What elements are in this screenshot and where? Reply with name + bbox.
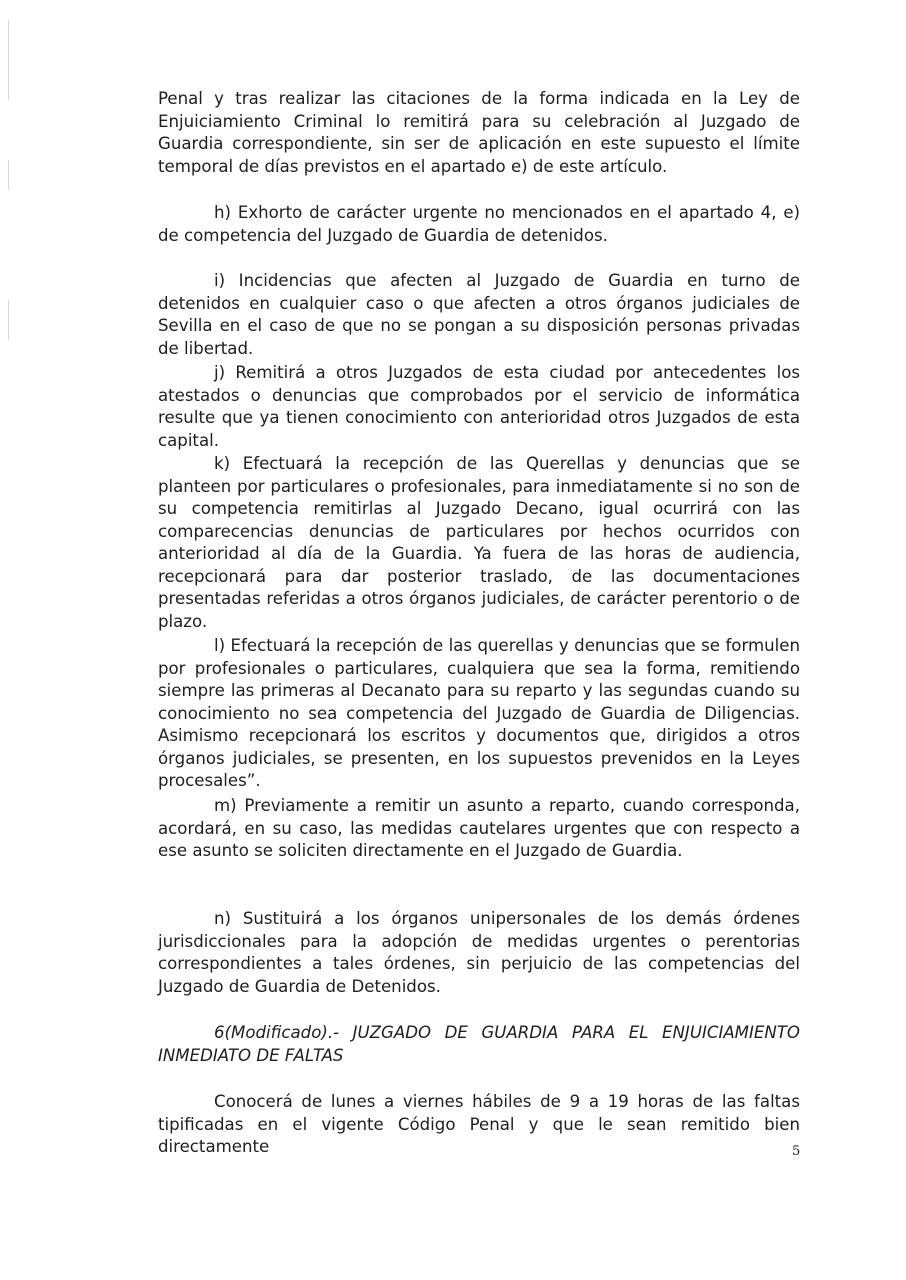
paragraph-l: l) Efectuará la recepción de las querellas y denuncias que se formulen por profesionales o particulares, cualquiera que sea la forma, remitiendo siempre las primeras al Decanato para su reparto y las segundas cuando su conocimiento no sea competencia del Juzgado de Guardia de Diligencias. Asimismo recepcionará los escritos y documentos que, dirigidos a otros órganos judiciales, se presenten, en los supuestos prevenidos en la Leyes procesales”.	[158, 636, 800, 790]
paragraph-n: n) Sustituirá a los órganos unipersonales de los demás órdenes jurisdiccionales para la adopción de medidas urgentes o perentorias correspondientes a tales órdenes, sin perjuicio de las competencias del Juzgado de Guardia de Detenidos.	[158, 909, 800, 996]
scan-edge-mark	[8, 20, 9, 100]
scan-edge-mark	[8, 300, 9, 340]
paragraph-i: i) Incidencias que afecten al Juzgado de Guardia en turno de detenidos en cualquier caso o que afecten a otros órganos judiciales de Sevilla en el caso de que no se pongan a su disposición personas privadas de libertad.	[158, 271, 800, 358]
section-paragraph: Conocerá de lunes a viernes hábiles de 9 a 19 horas de las faltas tipificadas en el vigente Código Penal y que le sean remitido bien directamente	[158, 1092, 800, 1156]
paragraph-j: j) Remitirá a otros Juzgados de esta ciudad por antecedentes los atestados o denuncias que comprobados por el servicio de informática resulte que ya tienen conocimiento con anterioridad otros Juzgados de esta capital.	[158, 363, 800, 450]
page-number: 5	[792, 1144, 801, 1159]
paragraph-h: h) Exhorto de carácter urgente no mencionados en el apartado 4, e) de competencia del Juzgado de Guardia de detenidos.	[158, 203, 800, 245]
paragraph-m: m) Previamente a remitir un asunto a reparto, cuando corresponda, acordará, en su caso, las medidas cautelares urgentes que con respecto a ese asunto se soliciten directamente en el Juzgado de Guardia.	[158, 796, 800, 860]
paragraph-k: k) Efectuará la recepción de las Querellas y denuncias que se planteen por particulares o profesionales, para inmediatamente si no son de su competencia remitirlas al Juzgado Decano, igual ocurrirá con las comparecencias denuncias de particulares por hechos ocurridos con anterioridad al día de la Guardia. Ya fuera de las horas de audiencia, recepcionará para dar posterior traslado, de las documentaciones presentadas referidas a otros órganos judiciales, de carácter perentorio o de plazo.	[158, 454, 800, 631]
paragraph-continuation: Penal y tras realizar las citaciones de la forma indicada en la Ley de Enjuiciamiento Criminal lo remitirá para su celebración al Juzgado de Guardia correspondiente, sin ser de aplicación en este supuesto el límite temporal de días previstos en el apartado e) de este artículo.	[158, 89, 800, 176]
section-heading: 6(Modificado).- JUZGADO DE GUARDIA PARA EL ENJUICIAMIENTO INMEDIATO DE FALTAS	[158, 1023, 800, 1065]
scan-edge-mark	[8, 160, 9, 190]
